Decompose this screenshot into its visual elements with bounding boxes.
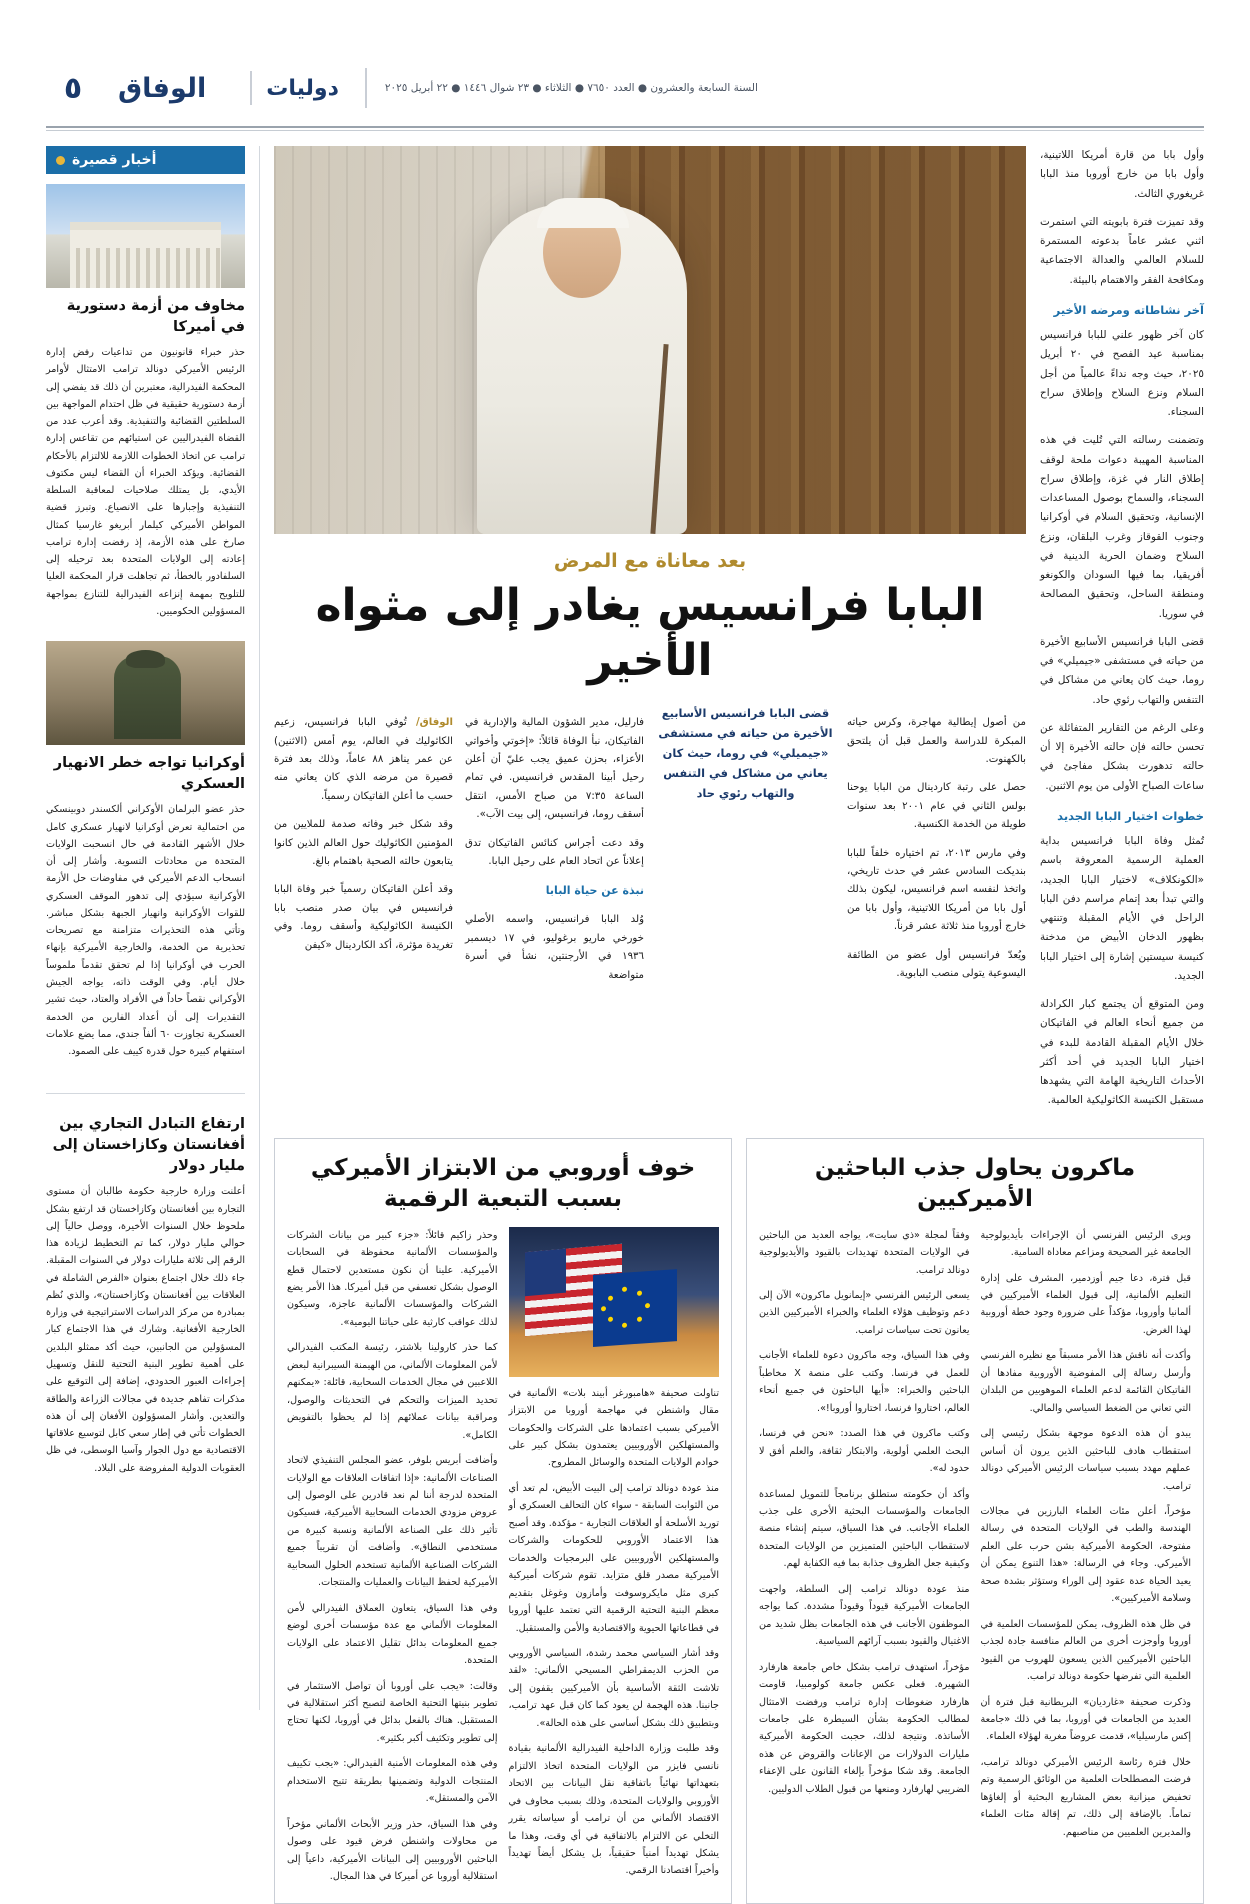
divider [365,68,367,108]
secondary-articles [274,1138,1204,1904]
paragraph: وفي مارس ٢٠١٣، تم اختياره خلفاً للبابا بنديكت السادس عشر في حدث تاريخي، واتخذ لنفسه اسم فرانسيس، ليكون بذلك أول بابا من أمريكا اللاتينية، وأول بابا من خارج أوروبا منذ ثلاثة عشر قرناً. [847,847,1026,933]
story-headline: البابا فرانسيس يغادر إلى مثواه الأخير [315,580,985,686]
deck-column-source [274,704,453,995]
sidebar-item-trade[interactable] [46,1106,245,1484]
source-tag: الوفاق/ [415,717,453,729]
paragraph: وحذر زاكيم قائلاً: «جزء كبير من بيانات الشركات والمؤسسات الألمانية محفوظة في السحابات الأميركية. علينا أن نكون مستعدين لاحتمال قطع الوصول بشكل تعسفي من قبل أميركا. هذا الأمر يضع الشركات والمؤسسات الألمانية عاجزة، وسيكون لذلك عواقب كارثية على حياتنا اليومية». [287,1229,498,1328]
brand-name: الوفاق [118,72,207,104]
paragraph: وقد طلبت وزارة الداخلية الفيدرالية الألمانية بقيادة نانسي فايزر من الولايات المتحدة اتخاذ الالتزام بتعهداتها نهائياً باتفاقية نقل البيانات بين الاتحاد الأوروبي والولايات المتحدة، وذلك بسبب مخاوف في الاقتصاد الألماني من أن ترامب أو سياساته يقرر التخلي عن الالتزام بالاتفاقية في أي وقت، وهذا ما يشكل تهديداً أمنياً حقيقياً، بل يشكل أيضاً تهديداً وأخيراً اقتصادنا الرقمي. [508,1743,719,1877]
paragraph: وقد تميزت فترة بابويته التي استمرت اثني عشر عاماً بدعوته المستمرة للسلام العالمي والعدالة الاجتماعية ومكافحة الفقر والاهتمام بالبيئة. [1040,215,1204,286]
divider [250,71,252,105]
paragraph: وقد أعلن الفاتيكان رسمياً خبر وفاة البابا فرانسيس في بيان صدر منصب بابا الكنيسة الكاثوليكية وأسقف روما. وفي تغريدة مؤثرة، أكد الكاردينال «كيفن [274,884,453,951]
sidebar-item-title: أوكرانيا تواجه خطر الانهيار العسكري [53,755,245,793]
paragraph: وأكد أن حكومته ستطلق برنامجاً للتمويل لمساعدة الجامعات والمؤسسات البحثية الأخرى على جذب العلماء الأجانب. في هذا السياق، سيتم إنشاء منصة لاستقطاب الباحثين المتميزين من الولايات المتحدة وكيفية جعل الظروف جذابة بما فيه الكفاية لهم. [759,1488,970,1570]
paragraph: ويرى الرئيس الفرنسي أن الإجراءات بأيديولوجية الجامعة غير الصحيحة ومزاعم معاداة السامية. [980,1229,1191,1259]
paragraph: وفي هذا السياق، يتعاون العملاق الفيدرالي لأمن المعلومات الألماني مع عدة مؤسسات أخرى لوضع جميع المعلومات بدائل تقليل الاعتماد على الولايات المتحدة. [287,1602,498,1667]
article-column [759,1227,970,1894]
page-number: ٥ [63,70,83,106]
paragraph: منذ عودة دونالد ترامب إلى البيت الأبيض، لم تعد أي من الثوابت السابقة - سواء كان التحالف العسكري أو توريد الأسلحة أو العلاقات التجارية - مؤكدة. وقد أصبح هذا الاعتماد الأوروبي للحكومات والشركات والمستهلكين الأوروبيين على البرمجيات والخدمات الأميركية مصدر قلق متزايد. تقوم شركات أميركية كبرى مثل مايكروسوفت وأمازون وغوغل بتقديم معظم البنية التحتية الرقمية التي تعتمد عليها أوروبا في قطاعاتها الحيوية والاقتصادية والأمن والمستقبل. [508,1482,719,1634]
paragraph: حصل على رتبة كاردينال من البابا يوحنا بولس الثاني في عام ٢٠٠١ بعد سنوات طويلة من الخدمة الكنسية. [847,782,1026,831]
sidebar-item-body: حذر عضو البرلمان الأوكراني ألكسندر دوبينسكي من احتمالية تعرض أوكرانيا لانهيار عسكري كامل خلال الأشهر القادمة في حال انسحبت الولايات المتحدة من محادثات التسوية. وأشار إلى أن انسحاب الدعم الأميركي في مفاوضات حل الأزمة الأوكرانية سيؤدي إلى تدهور الموقف العسكري للقوات الأوكرانية وانهيار الجبهة بشكل مباشر. وتأتي هذه التحذيرات متزامنة مع تصريحات تحذيرية من الخدمة، والخارجية الأميركية بإنهاء الحرب في أوكرانيا إذا لم تحقق تقدماً ملموساً خلال أيام. وفي الوقت ذاته، يواجه الجيش الأوكراني نقصاً حاداً في الأفراد والعتاد، حيث تشير التقديرات إلى أن أعداد الفارين من الخدمة العسكرية تجاوزت ٦٠ ألفاً جندي، مما يضع علامات استفهام كبيرة حول قدرة كييف على الصمود. [46,804,246,1058]
paragraph: قضى البابا فرانسيس الأسابيع الأخيرة من حياته في مستشفى «جيميلي» في روما، حيث كان يعاني من مشاكل في التنفس والتهاب رئوي حاد. [1040,635,1204,706]
paragraph: وقد أشار السياسي محمد رشدة، السياسي الأوروبي من الحزب الديمقراطي المسيحي الألماني: «لقد تلاشت الثقة الأساسية بأن الأميركيين يقفون إلى جانبنا. هذه الهجمة لن يعود كما كان قبل عهد ترامب، وبتطبيق ذلك بشكل أساسي على هذه الحالة». [508,1647,719,1729]
subheading: نبذة عن حياة البابا [545,884,644,898]
article-column [509,1227,720,1894]
sidebar-item-body: حذر خبراء قانونيون من تداعيات رفض إدارة الرئيس الأميركي دونالد ترامب الامتثال لأوامر المحكمة الفيدرالية، معتبرين أن ذلك قد يفضي إلى أزمة دستورية حقيقية في ظل احتدام المواجهة بين السلطتين القضائية والتنفيذية. وقد أعرب عدد من القضاة الفيدراليين عن استيائهم من تقاعس إدارة ترامب عن اتخاذ الخطوات اللازمة للالتزام بالأحكام القضائية. ويؤكد الخبراء أن القضاء ليس مكتوف الأيدي، بل يمتلك صلاحيات لمعاقبة السلطة التنفيذية وإجبارها على الانصياع. وتبرز قضية المواطن الأميركي كيلمار أبريغو غارسيا كمثال صارخ على هذه الأزمة، إذ رفضت إدارة ترامب إعادته إلى الولايات المتحدة بعد ترحيله إلى السلفادور بالخطأ، ثم تجاهلت قرار المحكمة العليا للتلويح بمهمة إنزاعه الفيدرالية للتنازع بمواجهة المسؤولين الحكوميين. [46,347,245,618]
paragraph: وفقاً لمجلة «ذي سايت»، يواجه العديد من الباحثين في الولايات المتحدة تهديدات بالقيود والأيديولوجية دونالد ترامب. [759,1229,970,1276]
top-story [274,146,1204,1120]
paragraph: وقد دعت أجراس كنائس الفاتيكان تدق إعلاناً عن اتحاد العام على رحيل البابا. [465,837,644,867]
paragraph: مؤخراً، أعلن مئات العلماء البارزين في مجالات الهندسة والطب في الولايات المتحدة في رسالة مفتوحة، الحكومة الأميركية بشن حرب على العلم الأميركي. وجاء في الرسالة: «هذا التنوع يمكن أن يعيد الحياة عدة عقود إلى الوراء وستؤثر بشدة صحة وسلامة الأميركيين». [980,1505,1191,1605]
article-eu-digital [274,1138,732,1904]
paragraph: مؤخراً، استهدف ترامب بشكل خاص جامعة هارفارد الشهيرة. فعلى عكس جامعة كولومبيا، قاومت هارفارد ضغوطات إدارة ترامب ورفضت الامتثال لمطالب الحكومة بشأن السيطرة على جامعات الأساتذة. ونتيجة لذلك، حجبت الحكومة الأميركية مليارات الدولارات من الإعانات والقروض عن هذه الجامعة. وقد شكا مؤخراً بإلغاء القانون على الإعفاء الضريبي لهارفارد ومنعها من قبول الطلاب الدوليين. [759,1661,970,1795]
story-kicker: بعد معاناة مع المرض [553,550,747,572]
sidebar-item-body: أعلنت وزارة خارجية حكومة طالبان أن مستوى التجارة بين أفغانستان وكازاخستان قد ارتفع بشكل ملحوظ خلال السنوات الأخيرة، ووصل حالياً إلى حوالي مليار دولار، كما تم التخطيط لزيادة هذا الرقم إلى ثلاثة مليارات دولار في السنوات المقبلة. جاء ذلك خلال اجتماع بعنوان «الفرص الشاملة في العلاقات بين أفغانستان وكازاخستان»، والذي نُظم بمبادرة من مركز الدراسات الاستراتيجية في وزارة الخارجية الأفغانية. وشارك في هذا الاجتماع كبار المسؤولين من الجانبين، حيث أكد ممثلو البلدين على أهمية تطوير البنية التحتية للنقل وتسهيل إجراءات العبور الحدودي، إضافة إلى التوقيع على مذكرات تفاهم جديدة في مجالات الزراعة والطاقة والتعدين. وأشار المسؤولون الأفغان إلى أن هذه الخطوات تأتي في إطار سعي كابل لتوسيع علاقاتها الاقتصادية مع دول الجوار وآسيا الوسطى، في ظل العقوبات الدولية المفروضة على البلاد. [46,1186,245,1474]
paragraph: وذكرت صحيفة «غارديان» البريطانية قبل فترة أن العديد من الجامعات في أوروبا، بما في ذلك «جامعة إكس مارسيليا»، قدمت عروضاً مغرية لهؤلاء العلماء. [980,1696,1191,1743]
article-column [981,1227,1192,1894]
article-column [287,1227,498,1894]
paragraph: قبل فترة، دعا جيم أوزدمير، المشرف على إدارة التعليم الألمانية، إلى قبول العلماء الأميركيين في ألمانيا وأوروبا، مؤكداً على ضرورة وجود خطة أوروبية لهذا الغرض. [980,1272,1191,1336]
sidebar-item-court[interactable] [46,184,245,627]
ukraine-soldier-photo [46,641,245,745]
sidebar [46,146,260,1710]
paragraph: وكتب ماكرون في هذا الصدد: «نحن في فرنسا، البحث العلمي أولوية، والابتكار ثقافة، والعلم أفق لا حدود له». [759,1428,970,1475]
paragraph: في ظل هذه الظروف، يمكن للمؤسسات العلمية في أوروبا وأوجزت أخرى من العالم منافسة جادة لجذب الباحثين الأميركيين الذين يسعون للهروب من القيود العلمية التي تفرضها حكومة دونالد ترامب. [980,1618,1191,1683]
article-macron [746,1138,1204,1904]
paragraph: وقالت: «يجب على أوروبا أن تواصل الاستثمار في تطوير بنيتها التحتية الخاصة لتصبح أكثر استقلالية في المستقبل. هناك بالفعل بدائل في أوروبا، لكنها تحتاج إلى تطوير وتكثيف أكبر بكثير». [287,1680,498,1744]
paragraph: منذ عودة دونالد ترامب إلى السلطة، واجهت الجامعات الأميركية قيوداً وقيوداً مشددة. كما يواجه الموظفون الأجانب في هذه الجامعات بظل شديد من الاغتيال والقيود بسبب آرائهم السياسية. [759,1583,970,1648]
paragraph: وُلد البابا فرانسيس، واسمه الأصلي خورخي ماريو برغوليو، في ١٧ ديسمبر ١٩٣٦ في الأرجنتين، نشأ في أسرة متواضعة [465,914,644,981]
subheading: خطوات اختيار البابا الجديد [1057,808,1204,823]
paragraph: يسعى الرئيس الفرنسي «إيمانويل ماكرون» الآن إلى دعم وتوظيف هؤلاء العلماء والخبراء الأميركيين الذين يعانون تحت سياسات ترامب. [759,1289,970,1336]
sidebar-header [46,146,245,174]
paragraph: وتضمنت رسالته التي تُليت في هذه المناسبة المهيبة دعوات ملحة لوقف إطلاق النار في غزة، وإطلاق سراح السجناء، والسماح بوصول المساعدات الإنسانية، وتحقيق السلام في أوكرانيا وجنوب القوقاز وغرب البلقان، ونزع السلاح وضمان الحرية الدينية في أفريقيا، بما فيها السودان والكونغو ومنطقة الساحل، وتحقيق المصالحة في سوريا. [1040,434,1204,620]
paragraph: كما حذر كارولينا بلاشتر، رئيسة المكتب الفيدرالي لأمن المعلومات الألماني، من الهيمنة السيبرانية لبعض اللاعبين في مجال الخدمات السحابية، قائلة: «يمكنهم تحديد الميزات والتحكم في التحديثات والوصول، ومراقبة بيانات عملائهم إذا لم يحظوا بالتفويض الكامل». [287,1342,498,1441]
us-eu-flags-photo [509,1227,720,1377]
paragraph: وفي هذا السياق، وجه ماكرون دعوة للعلماء الأجانب للعمل في فرنسا. وكتب على منصة X مخاطباً الباحثين والخبراء: «أيها الباحثون في جميع أنحاء العالم، اختاروا فرنسا، اختاروا أوروبا!». [759,1350,970,1414]
sidebar-item-ukraine[interactable] [46,641,245,1067]
deck-column-1 [465,704,644,995]
deck-column-4 [847,704,1026,995]
sidebar-title: أخبار قصيرة [72,152,157,168]
header-rule [46,126,1204,128]
paragraph: تُمثل وفاة البابا فرانسيس بداية العملية الرسمية المعروفة باسم «الكونكلاف» لاختيار البابا الجديد، والتي تبدأ بعد إتمام مراسم دفن البابا الراحل في الأيام المقبلة وتنتهي بظهور الدخان الأبيض من مدخنة كنيسة سيستين إشارة إلى اختيار البابا الجديد. [1040,835,1204,982]
pope-francis-photo [274,146,1026,534]
masthead [46,58,1204,118]
issue-info: السنة السابعة والعشرون ● العدد ٧٦٥٠ ● الثلاثاء ● ٢٣ شوال ١٤٤٦ ● ٢٢ أبريل ٢٠٢٥ [384,82,758,94]
sidebar-item-title: ارتفاع التبادل التجاري بين أفغانستان وكازاخستان إلى مليار دولار [52,1116,245,1175]
top-story-right-column [1026,146,1204,1120]
paragraph: يبدو أن هذه الدعوة موجهة بشكل رئيسي إلى استقطاب هادف للباحثين الذين يرون أن أساس عملهم مهدد بسبب سياسات الرئيس الأميركي دونالد ترامب. [980,1428,1191,1492]
paragraph [274,714,453,806]
article-title: ماكرون يحاول جذب الباحثين الأميركيين [814,1154,1136,1212]
deck-highlight: قضى البابا فرانسيس الأسابيع الأخيرة من حياته في مستشفى «جيميلي» في روما، حيث كان يعاني من مشاكل في التنفس والتهاب رئوي حاد [658,706,833,800]
paragraph: ويُعدّ فرانسيس أول عضو من الطائفة اليسوعية يتولى منصب البابوية. [847,949,1026,980]
article-title: خوف أوروبي من الابتزاز الأميركي بسبب التبعية الرقمية [310,1154,696,1212]
divider [46,1093,245,1094]
supreme-court-photo [46,184,245,288]
paragraph: وفي هذه المعلومات الأمنية الفيدرالي: «يجب تكييف المنتجات الدولية وتضمينها بطريقة تتيح الاستخدام الآمن والمستقل». [287,1758,498,1805]
paragraph-text: تُوفي البابا فرانسيس، زعيم الكاثوليك في العالم، يوم أمس (الاثنين) عن عمر يناهز ٨٨ عاماً، وذلك بعد فترة قصيرة من مرضه الذي كان يعاني منه حسب ما أعلن الفاتيكان رسمياً. [274,717,453,802]
paragraph: وفي هذا السياق، حذر وزير الأبحاث الألماني مؤخراً من محاولات واشنطن فرض قيود على وصول الباحثين الأوروبيين إلى البيانات الأميركية، داعياً إلى استقلالية أوروبا عن أميركا في هذا المجال. [287,1818,498,1883]
paragraph: وأكدت أنه ناقش هذا الأمر مسبقاً مع نظيره الفرنسي وأرسل رسالة إلى المفوضية الأوروبية مفادها أن الفاتيكان القائمة لدعم العلماء الموهوبين من البلدان التي تعاني من الضغط السياسي والمالي. [980,1350,1191,1414]
paragraph: وأضافت أبريس بلوفر، عضو المجلس التنفيذي لاتحاد الصناعات الألمانية: «إذا اتفاقات العلاقات مع الولايات المتحدة لدرجة أننا لم نعد قادرين على الوصول إلى عروض مزودي الخدمات السحابية الأميركية، فسيكون تأثير ذلك على الصناعة الألمانية ونسبة كبيرة من مستخدمي النطاق». وأضافت أن تقريباً جميع الشركات الصناعية الألمانية تستخدم الحلول السحابية الأميركية لحفظ البيانات والعمليات والمنتجات. [287,1455,498,1589]
section-name: دوليات [266,75,339,101]
sidebar-item-title: مخاوف من أزمة دستورية في أميركا [66,298,245,336]
paragraph: من أصول إيطالية مهاجرة، وكرس حياته المبكرة للدراسة والعمل قبل أن يلتحق بالكهنوت. [847,717,1026,765]
paragraph: ومن المتوقع أن يجتمع كبار الكرادلة من جميع أنحاء العالم في الفاتيكان خلال الأيام المقبلة القادمة للبدء في اختيار البابا الجديد في أحد أكثر الأحداث التاريخية الهامة التي يشهدها مستقبل الكنيسة الكاثوليكية العالمية. [1040,998,1204,1107]
header-rule-thin [46,130,1204,131]
paragraph: خلال فترة رئاسة الرئيس الأميركي دونالد ترامب، فرضت المصطلحات العلمية من الوثائق الرسمية وتم تخفيض ميزانية بعض المشاريع البحثية أو إلغاؤها تماماً. بالإضافة إلى ذلك، تم إقالة مئات العلماء والمديرين العلميين من مناصبهم. [980,1756,1191,1838]
top-story-center [274,146,1026,1120]
story-deck [274,704,1026,995]
main-content [274,146,1204,1883]
paragraph: وعلى الرغم من التقارير المتفائلة عن تحسن حالته فإن حالته الأخيرة إلا أن حالته تدهورت بشكل مفاجئ في ساعات الصباح الأولى من يوم الاثنين. [1040,721,1204,792]
paragraph: وقد شكل خبر وفاته صدمة للملايين من المؤمنين الكاثوليك حول العالم الذين كانوا يتابعون حالته الصحية باهتمام بالغ. [274,819,453,867]
paragraph: كان آخر ظهور علني للبابا فرانسيس بمناسبة عيد الفصح في ٢٠ أبريل ٢٠٢٥، حيث وجه نداءً عالمياً من أجل السلام ونزع السلاح وإطلاق سراح السجناء. [1040,329,1204,419]
paragraph: تناولت صحيفة «هامبورغر أبيند بلات» الألمانية في مقال واشنطن في مهاجمة أوروبا من الابتزاز الأميركي بسبب اعتمادها على الشركات والحكومات والمستهلكين الأوروبيين يعتمدون بشكل كبير على خوادم الولايات المتحدة والوسائل المطروح. [508,1387,719,1469]
paragraph: وأول بابا من قارة أمريكا اللاتينية، وأول بابا من خارج أوروبا منذ البابا غريغوري الثالث. [1040,149,1204,200]
bullet-icon [56,156,65,165]
subheading: آخر نشاطاته ومرضه الأخير [1053,302,1204,317]
paragraph: فارليل، مدير الشؤون المالية والإدارية في الفاتيكان، نبأ الوفاة قائلاً: «إخوتي وأخواتي الأعزاء، بحزن عميق يجب عليّ أن أعلن رحيل أبينا المقدس فرانسيس. في تمام الساعة ٧:٣٥ من صباح الأمس، انتقل أسقف روما، فرانسيس، إلى بيت الآب». [465,717,644,820]
